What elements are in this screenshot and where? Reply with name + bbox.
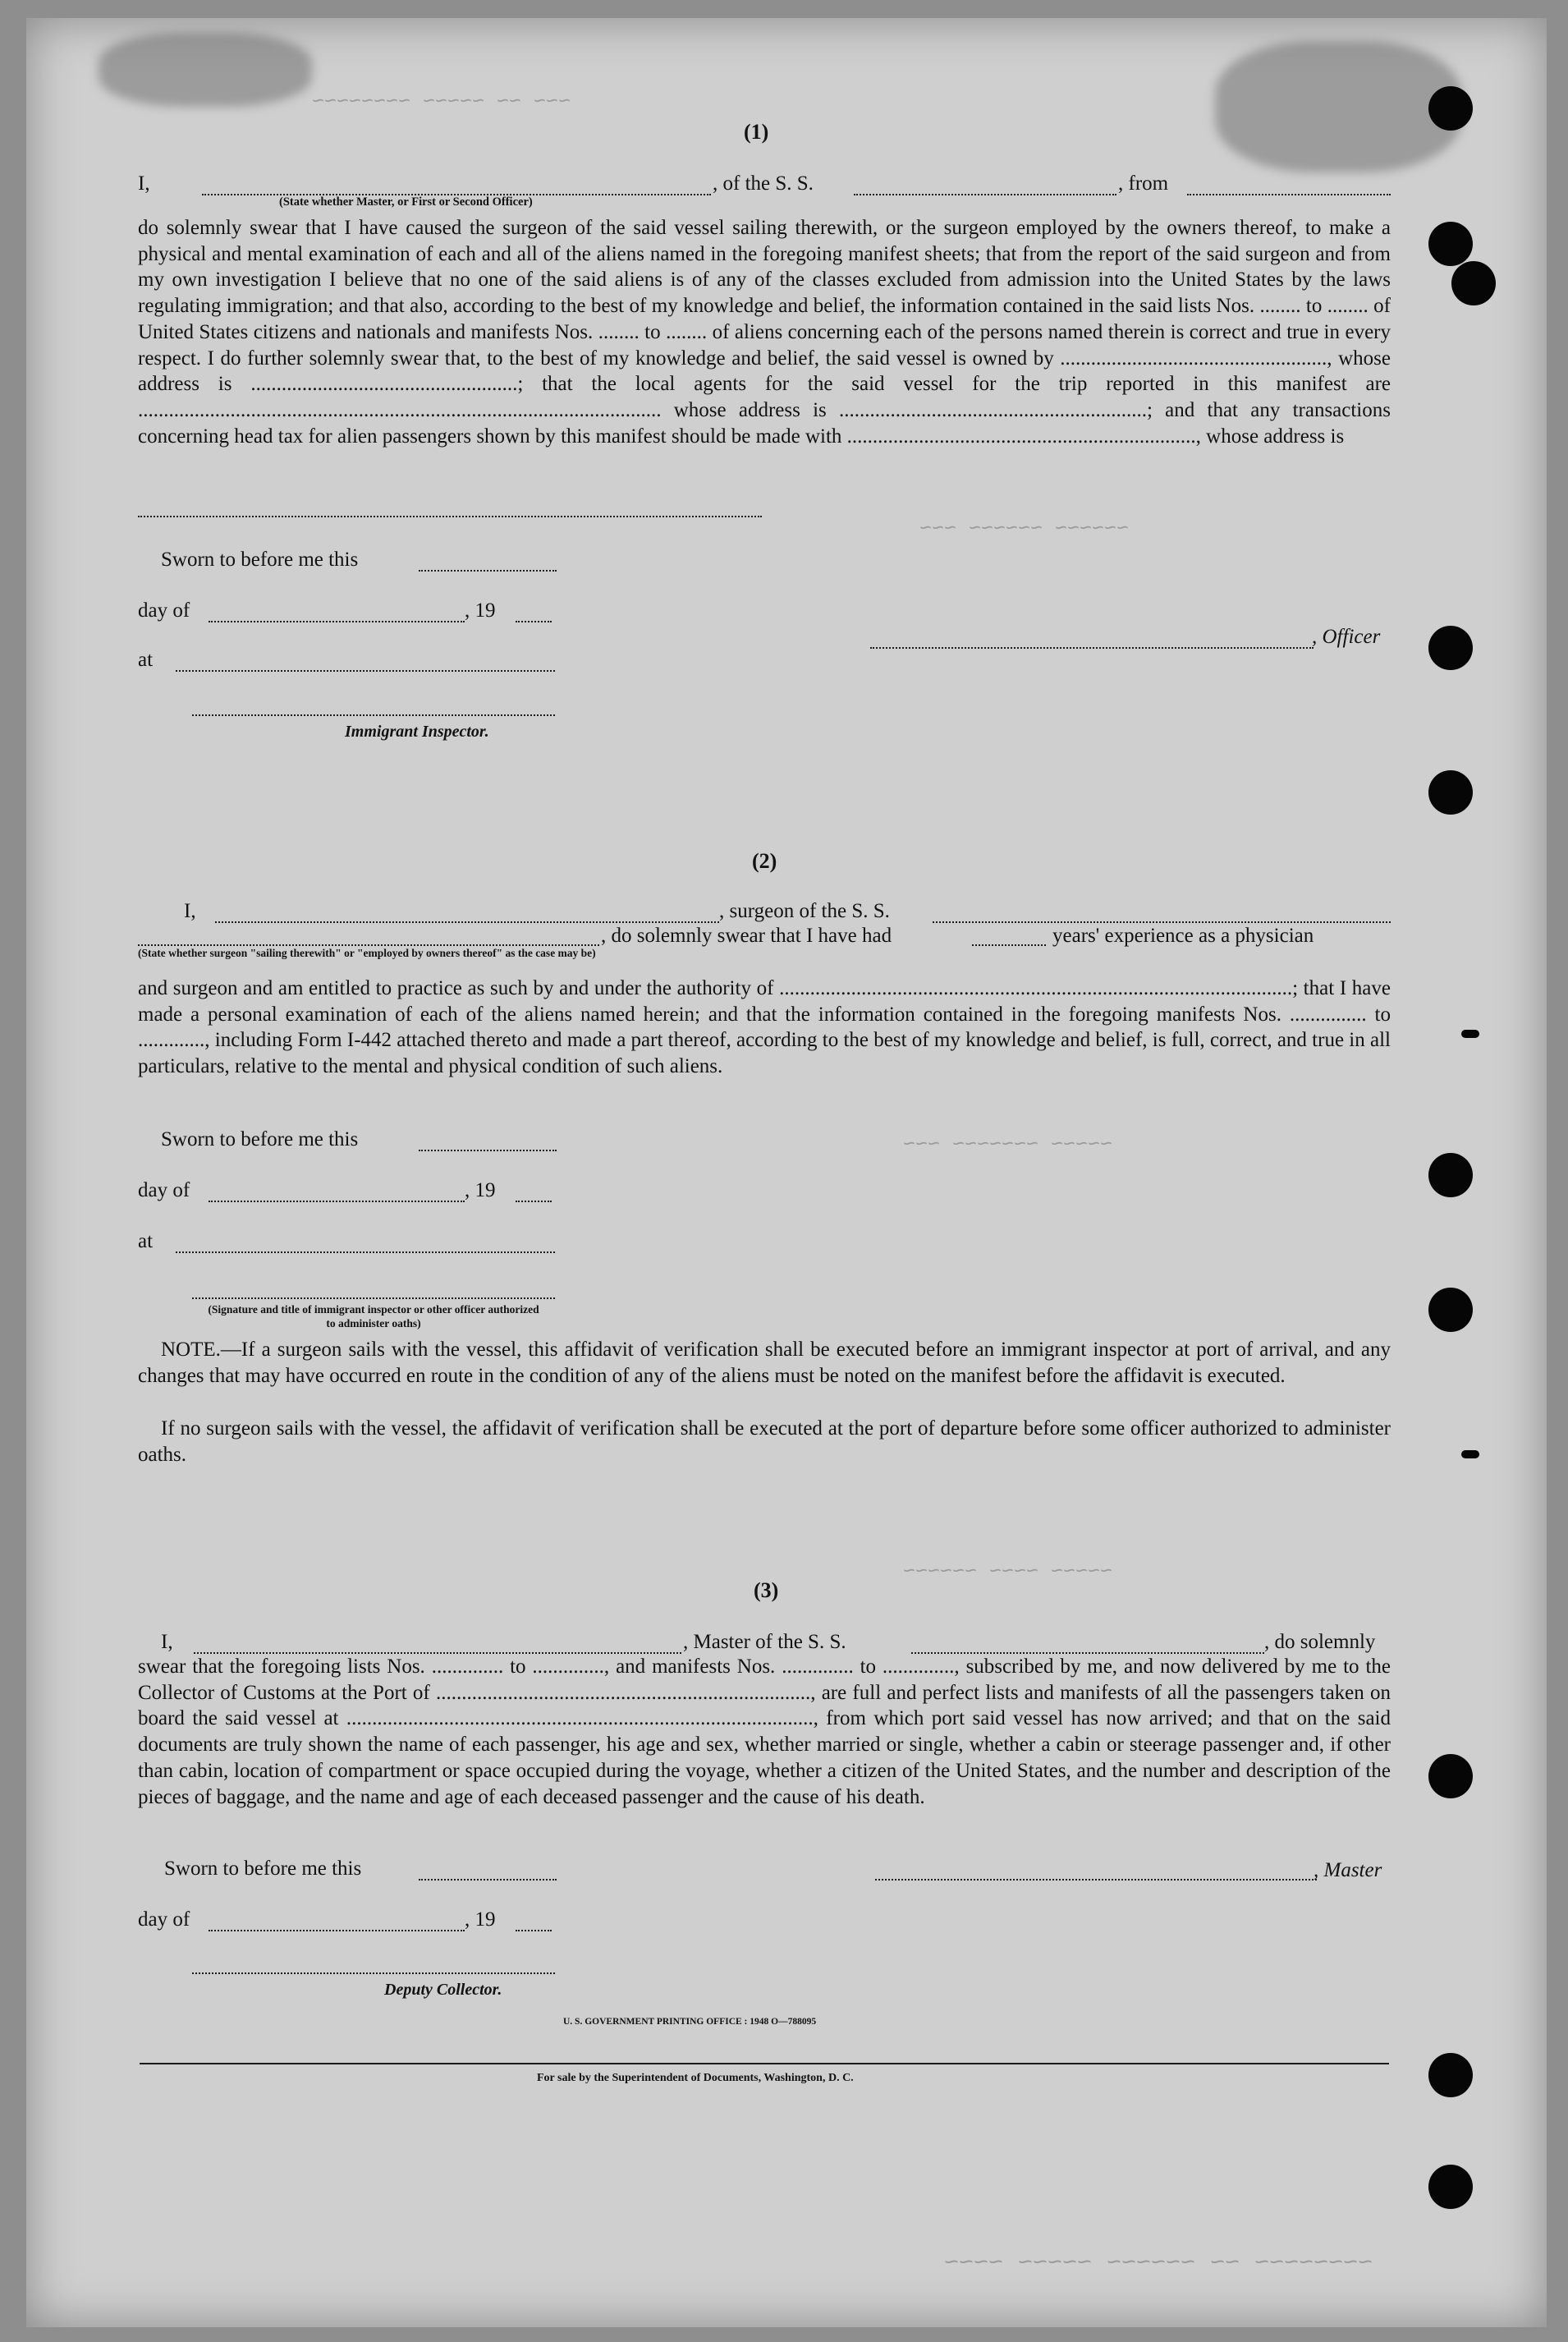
- s1-at-label: at: [138, 649, 154, 671]
- s1-from: , from: [1118, 172, 1169, 195]
- s3-master-label: , Master: [1314, 1859, 1382, 1881]
- s1-day-label: day of: [138, 599, 190, 622]
- s2-note-2: If no surgeon sails with the vessel, the affidavit of verification shall be executed at the port of departure before some officer authorized to administer oaths.: [138, 1417, 1391, 1466]
- s2-signature-field[interactable]: [192, 1297, 555, 1299]
- footer-rule: [140, 2063, 1389, 2064]
- s2-year-label: , 19: [465, 1179, 496, 1201]
- bleed-stain: [99, 33, 312, 107]
- binder-hole: [1428, 1754, 1473, 1798]
- s3-oath-paragraph: swear that the foregoing lists Nos. .............. to .............., and manifests Nos. .............. to .............., subscribed by me, and now delivered by me to the Collector of Customs at the Port of ........................................................................., are full and perfect lists and manifests of all the passengers taken on board the said vessel at ..........................................................................................., from which port said vessel has now arrived; and that on the said documents are truly shown the name of each passenger, his age and sex, whether married or single, whether a cabin or steerage passenger and, if other than cabin, location of compartment or space occupied during the voyage, whether a citizen of the United States, and the number and description of the pieces of baggage, and the name and age of each deceased passenger and the cause of his death.: [138, 1655, 1391, 1808]
- s2-at-field[interactable]: [176, 1251, 555, 1253]
- s1-oath-paragraph: do solemnly swear that I have caused the surgeon of the said vessel sailing therewith, or the surgeon employed by the owners thereof, to make a physical and mental examination of each and all of the aliens named in the foregoing manifest sheets; that from the report of the said surgeon and from my own investigation I believe that no one of the said aliens is of any of the classes excluded from admission into the United States by the laws regulating immigration; and that also, according to the best of my knowledge and belief, the information contained in the said lists Nos. ........ to ........ of United States citizens and nationals and manifests Nos. ........ to ........ of aliens concerning each of the persons named therein is correct and true in every respect. I do further solemnly swear that, to the best of my knowledge and belief, the said vessel is owned by ...................................................., whose address is ....................................................; that the local agents for the said vessel for the trip reported in this manifest are ...................................................................................................... whose address is ............................................................; and that any transactions concerning head tax for alien passengers shown by this manifest should be made with ...................................................................., whose address is: [138, 217, 1391, 448]
- s2-year-field[interactable]: [516, 1201, 552, 1202]
- s3-sworn-label: Sworn to before me this: [164, 1858, 362, 1880]
- s1-officer-caption: (State whether Master, or First or Second Officer): [279, 195, 533, 209]
- s3-i: I,: [161, 1631, 173, 1653]
- bleed-stain: [1215, 41, 1461, 172]
- sale-line: For sale by the Superintendent of Documents, Washington, D. C.: [537, 2072, 854, 2084]
- binder-hole: [1428, 1288, 1473, 1332]
- s2-years-text: years' experience as a physician: [1052, 925, 1314, 947]
- s2-note-label: NOTE.: [161, 1339, 221, 1361]
- binder-hole: [1428, 1153, 1473, 1197]
- bleed-through-text: ~~~~~ ~~~~~~~ ~~~: [903, 1133, 1113, 1157]
- s2-at-label: at: [138, 1230, 154, 1252]
- s3-swear-text: , do solemnly: [1264, 1631, 1376, 1653]
- s2-surgeon-caption: (State whether surgeon "sailing therewith" or "employed by owners thereof" as the case may be): [138, 947, 596, 959]
- s3-sworn-field[interactable]: [419, 1879, 557, 1880]
- s2-i: I,: [184, 900, 196, 922]
- s2-sworn-field[interactable]: [419, 1150, 557, 1151]
- s1-divider: [138, 516, 762, 517]
- s1-inspector-signature-field[interactable]: [192, 714, 555, 716]
- s2-note-1-text: —If a surgeon sails with the vessel, this affidavit of verification shall be executed before an immigrant inspector at port of arrival, and any changes that may have occurred en route in the condition of any of the aliens must be noted on the manifest before the affidavit is executed.: [138, 1339, 1391, 1387]
- s3-collector-label: Deputy Collector.: [384, 1981, 502, 1999]
- binder-mark: [1461, 1450, 1479, 1458]
- binder-hole: [1428, 770, 1473, 815]
- s1-year-label: , 19: [465, 599, 496, 622]
- s2-day-field[interactable]: [209, 1201, 465, 1202]
- s3-master-signature-field[interactable]: [875, 1879, 1317, 1880]
- bleed-through-text: ~~~~~~ ~~~~~~ ~~~: [919, 517, 1130, 541]
- s2-swear-text: , do solemnly swear that I have had: [601, 925, 892, 947]
- s2-signature-caption: (Signature and title of immigrant inspector or other officer authorized to administer oaths): [208, 1303, 539, 1329]
- section-1-number: (1): [744, 120, 769, 144]
- printing-office-line: U. S. GOVERNMENT PRINTING OFFICE : 1948 O—788095: [563, 2017, 817, 2027]
- binder-hole: [1451, 261, 1496, 305]
- s1-of-ss: , of the S. S.: [713, 172, 814, 195]
- s1-inspector-label: Immigrant Inspector.: [345, 723, 489, 741]
- binder-hole: [1428, 2053, 1473, 2097]
- s2-years-field[interactable]: [972, 944, 1046, 946]
- s2-note-1: [138, 1337, 1391, 1389]
- section-2-number: (2): [752, 849, 777, 873]
- s3-master-of-ss: , Master of the S. S.: [683, 1631, 846, 1653]
- bleed-through-text: ~~~~~~~~ ~~ ~~~~~~ ~~~~~ ~~~~: [944, 2250, 1373, 2278]
- s1-year-field[interactable]: [516, 621, 552, 622]
- s1-sworn-label: Sworn to before me this: [161, 549, 359, 571]
- binder-hole: [1428, 626, 1473, 670]
- s2-surgeon-of-ss: , surgeon of the S. S.: [719, 900, 890, 922]
- s1-officer-label: , Officer: [1312, 626, 1381, 648]
- binder-mark: [1461, 1030, 1479, 1038]
- section-3-number: (3): [754, 1578, 779, 1602]
- binder-hole: [1428, 222, 1473, 266]
- bleed-through-text: ~~~ ~~ ~~~~~ ~~~~~~~~: [312, 90, 571, 114]
- s3-collector-signature-field[interactable]: [192, 1972, 555, 1974]
- binder-hole: [1428, 86, 1473, 131]
- s2-sworn-label: Sworn to before me this: [161, 1128, 359, 1150]
- s3-year-field[interactable]: [516, 1930, 552, 1931]
- s1-vessel-field[interactable]: [854, 194, 1116, 195]
- s2-oath-paragraph: and surgeon and am entitled to practice as such by and under the authority of ....................................................................................................; that I have made a personal examination of each of the aliens named herein; and that the information contained in the foregoing manifests Nos. ............... to ............., including Form I-442 attached thereto and made a part thereof, according to the best of my knowledge and belief, is full, correct, and true in all particulars, relative to the mental and physical condition of such aliens.: [138, 977, 1391, 1078]
- s1-from-field[interactable]: [1187, 194, 1391, 195]
- s1-day-field[interactable]: [209, 621, 465, 622]
- s1-at-field[interactable]: [176, 670, 555, 672]
- s2-day-label: day of: [138, 1179, 190, 1201]
- bleed-through-text: ~~~~~ ~~~~ ~~~~~~: [903, 1560, 1113, 1584]
- s3-day-label: day of: [138, 1908, 190, 1931]
- s1-sworn-field[interactable]: [419, 570, 557, 572]
- s3-day-field[interactable]: [209, 1930, 465, 1931]
- s1-officer-signature-field[interactable]: [870, 647, 1314, 649]
- s1-i: I,: [138, 172, 150, 195]
- binder-hole: [1428, 2165, 1473, 2209]
- s3-year-label: , 19: [465, 1908, 496, 1931]
